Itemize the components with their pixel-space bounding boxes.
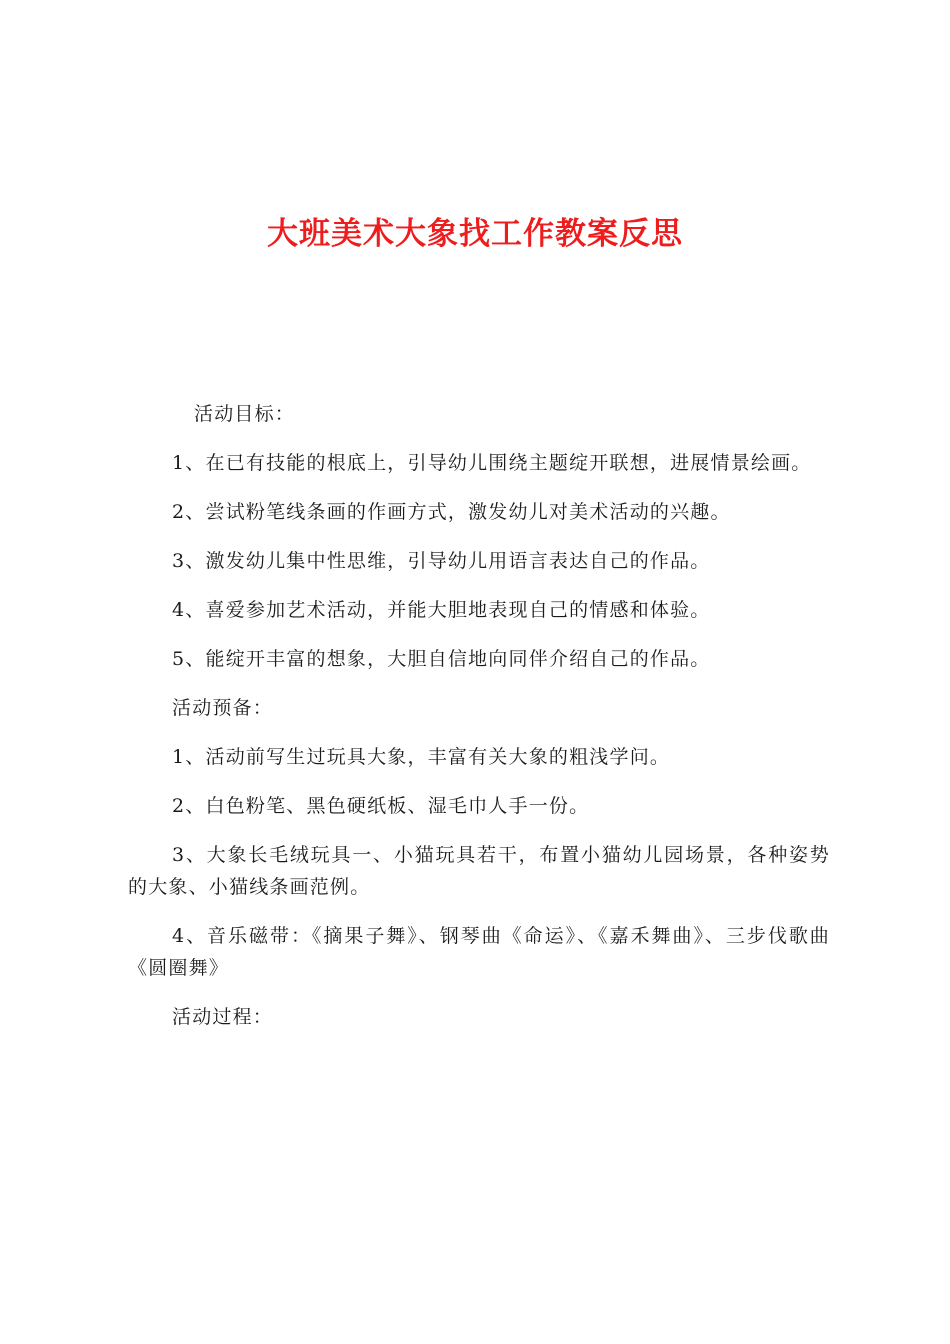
preparation-item-2: 2、白色粉笔、黑色硬纸板、湿毛巾人手一份。	[172, 795, 590, 817]
document-body	[128, 398, 830, 1050]
preparation-item-1: 1、活动前写生过玩具大象，丰富有关大象的粗浅学问。	[172, 746, 671, 768]
goal-item-4: 4、喜爱参加艺术活动，并能大胆地表现自己的情感和体验。	[172, 599, 711, 621]
section-heading-goals: 活动目标：	[194, 403, 296, 425]
goal-item-5: 5、能绽开丰富的想象，大胆自信地向同伴介绍自己的作品。	[172, 648, 711, 670]
goal-item-1: 1、在已有技能的根底上，引导幼儿围绕主题绽开联想，进展情景绘画。	[172, 452, 812, 474]
preparation-item-4: 4、音乐磁带：《摘果子舞》、钢琴曲《命运》、《嘉禾舞曲》、三步伐歌曲《圆圈舞》	[128, 925, 830, 979]
goal-item-2: 2、尝试粉笔线条画的作画方式，激发幼儿对美术活动的兴趣。	[172, 501, 731, 523]
preparation-item-3: 3、大象长毛绒玩具一、小猫玩具若干，布置小猫幼儿园场景，各种姿势的大象、小猫线条画范例。	[128, 844, 830, 898]
goal-item-3: 3、激发幼儿集中性思维，引导幼儿用语言表达自己的作品。	[172, 550, 711, 572]
document-title: 大班美术大象找工作教案反思	[267, 216, 683, 252]
section-heading-preparation: 活动预备：	[172, 697, 274, 719]
section-heading-process: 活动过程：	[172, 1006, 274, 1028]
